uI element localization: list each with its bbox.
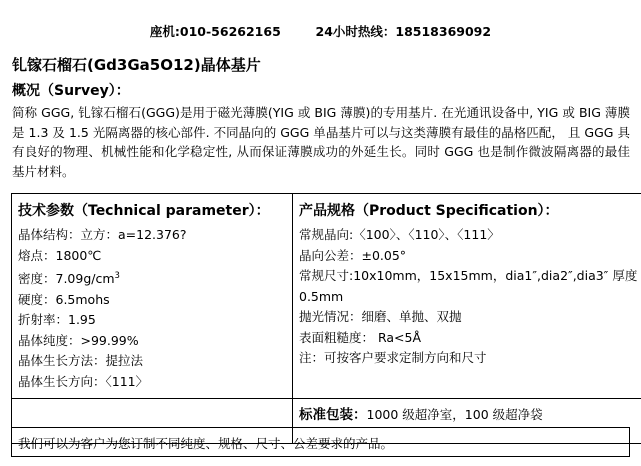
list-item [18, 266, 286, 290]
contact-bar [0, 22, 641, 40]
specification-table [11, 193, 641, 444]
list-item: 晶体结构：立方：a=12.376? [18, 227, 187, 242]
survey-heading: 概况（Survey）： [12, 83, 130, 99]
technical-list [18, 225, 286, 392]
list-item: 常规晶向:〈100〉、〈110〉、〈111〉 [299, 227, 500, 242]
list-item: 表面粗糙度： Ra<5Å [299, 329, 422, 345]
packaging-value: 1000 级超净室，100 级超净袋 [366, 407, 543, 423]
packaging-label: 标准包装： [299, 407, 367, 424]
technical-parameter-cell [12, 194, 293, 399]
list-item: 晶体生长方向：〈111〉 [18, 373, 149, 389]
product-heading: 产品规格（Product Specification）： [299, 203, 559, 219]
survey-body [12, 103, 630, 181]
product-specification-cell [293, 194, 641, 399]
hotline-text: 24小时热线：18518369092 [315, 24, 492, 39]
list-item: 硬度：6.5mohs [18, 291, 110, 307]
list-item: 晶向公差：±0.05° [299, 247, 407, 263]
footer-note: 我们可以为客户为您订制不同纯度、规格、尺寸、公差要求的产品。 [18, 436, 394, 451]
list-item-text: 密度：7.09g/cm [18, 271, 115, 287]
list-item: 晶体生长方法：提拉法 [18, 353, 144, 369]
list-item: 晶体纯度：>99.99% [18, 332, 139, 348]
list-item: 折射率：1.95 [18, 312, 96, 328]
list-item: 熔点：1800℃ [18, 247, 102, 263]
table-row [12, 194, 641, 399]
list-item: 注：可按客户要求定制方向和尺寸 [299, 350, 487, 365]
list-item: 抛光情况：细磨、单抛、双抛 [299, 309, 462, 324]
survey-paragraph: 简称 GGG, 钆镓石榴石(GGG)是用于磁光薄膜(YIG 或 BIG 薄膜)的专用基片. 在光通讯设备中, YIG 或 BIG 薄膜是 1.3 及 1.5 光隔离器的核心部件. 不同晶向的 GGG 单晶基片可以与这类薄膜有最佳的晶格匹配， 且 GGG 具有良好的物理、机械性能和化学稳定性, 从而保证薄膜成功的外延生长。同时 GGG 也是制作微波隔离器的最佳基片材料。 [12, 105, 630, 179]
density-superscript: 3 [114, 271, 120, 281]
list-item: 常规尺寸:10x10mm，15x15mm，dia1″,dia2″,dia3″ 厚度 0.5mm [299, 268, 638, 304]
page-title: 钆镓石榴石(Gd3Ga5O12)晶体基片 [12, 56, 261, 74]
landline-text: 座机:010-56262165 [149, 24, 281, 39]
product-list [299, 225, 641, 369]
technical-heading: 技术参数（Technical parameter）： [18, 203, 270, 219]
